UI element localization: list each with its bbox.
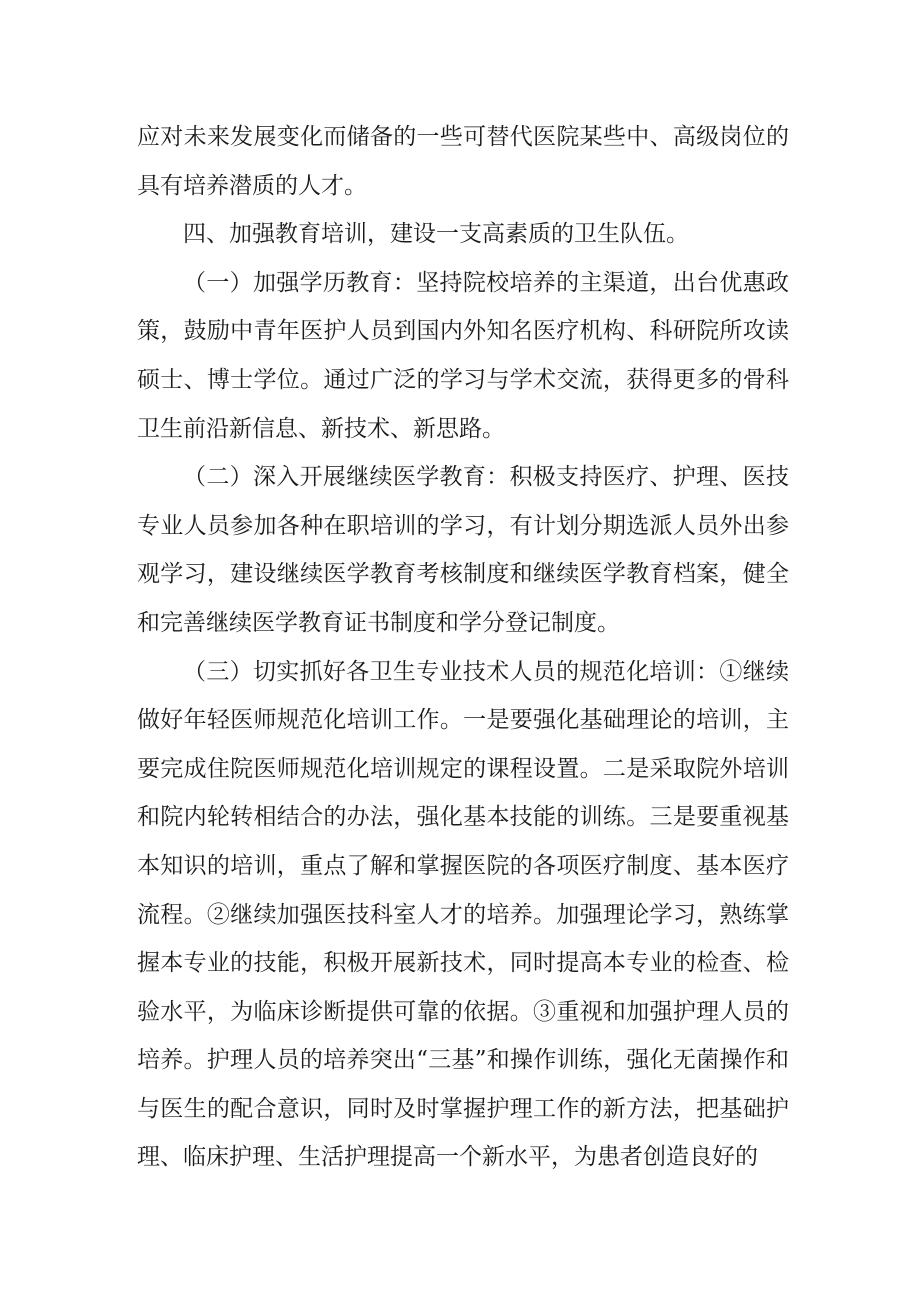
paragraph-item-two: （二）深入开展继续医学教育：积极支持医疗、护理、医技专业人员参加各种在职培训的学习，有计划分期选派人员外出参观学习，建设继续医学教育考核制度和继续医学教育档案，健全和完善继续医学教育证书制度和学分登记制度。: [137, 464, 789, 636]
paragraph-item-three: （三）切实抓好各卫生专业技术人员的规范化培训：①继续做好年轻医师规范化培训工作。一是要强化基础理论的培训，主要完成住院医师规范化培训规定的课程设置。二是采取院外培训和院内轮转相结合的办法，强化基本技能的训练。三是要重视基本知识的培训，重点了解和掌握医院的各项医疗制度、基本医疗流程。②继续加强医技科室人才的培养。加强理论学习，熟练掌握本专业的技能，积极开展新技术，同时提高本专业的检查、检验水平，为临床诊断提供可靠的依据。③重视和加强护理人员的培养。护理人员的培养突出“三基”和操作训练，强化无菌操作和与医生的配合意识，同时及时掌握护理工作的新方法，把基础护理、临床护理、生活护理提高一个新水平，为患者创造良好的: [137, 658, 789, 1171]
paragraph-item-one: （一）加强学历教育：坚持院校培养的主渠道，出台优惠政策，鼓励中青年医护人员到国内外知名医疗机构、科研院所攻读硕士、博士学位。通过广泛的学习与学术交流，获得更多的骨科卫生前沿新信息、新技术、新思路。: [137, 269, 789, 442]
section-heading-four: 四、加强教育培训，建设一支高素质的卫生队伍。: [183, 221, 689, 248]
document-body: [137, 113, 789, 1182]
paragraph-continuation: 应对未来发展变化而储备的一些可替代医院某些中、高级岗位的具有培养潜质的人才。: [137, 124, 789, 199]
